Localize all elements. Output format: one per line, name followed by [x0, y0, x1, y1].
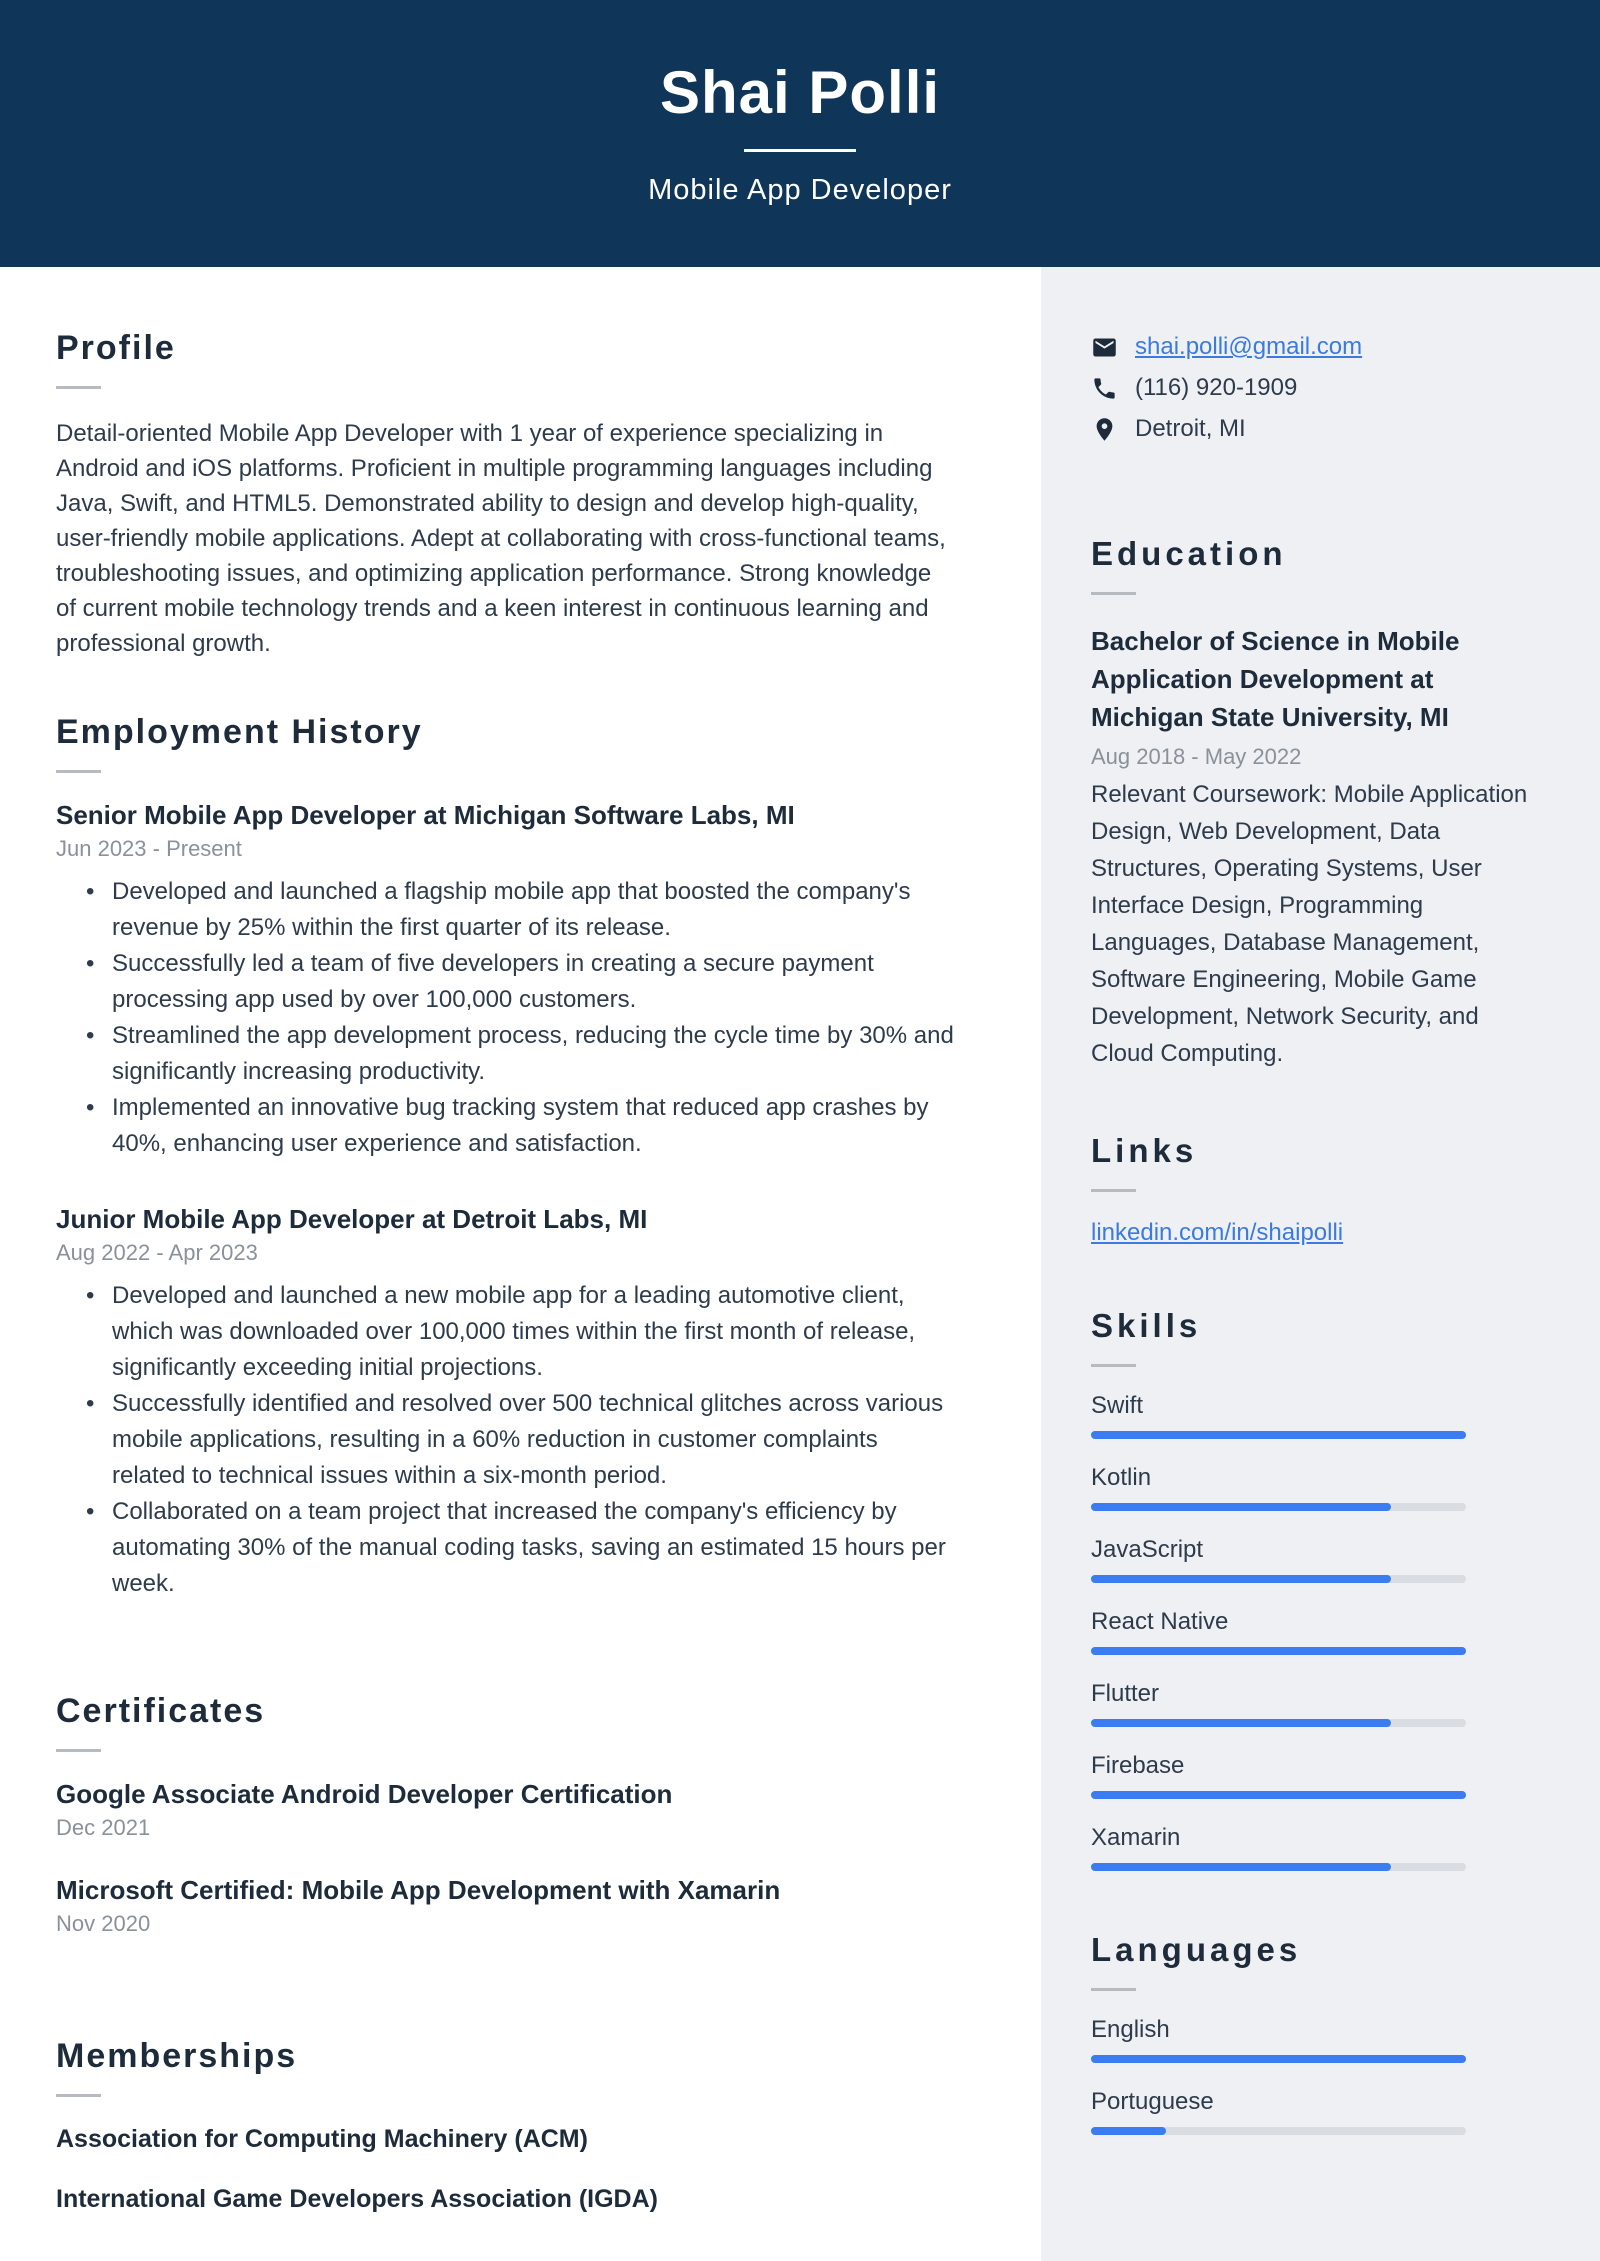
section-education	[1091, 535, 1545, 1072]
skill-name: Kotlin	[1091, 1464, 1152, 1491]
profile-heading: Profile	[56, 329, 176, 367]
skill-bar-fill	[1091, 1503, 1391, 1511]
linkedin-link[interactable]: linkedin.com/in/shaipolli	[1091, 1219, 1344, 1246]
main-column	[0, 267, 1041, 2261]
sidebar	[1041, 267, 1600, 2261]
skill-bar-track	[1091, 1863, 1466, 1871]
bullet-item: • Successfully identified and resolved over 500 technical glitches across various mobile applications, resulting in a 60% reduction in customer complaints related to technical issues within a six-month period.	[86, 1386, 955, 1494]
skill-bar-track	[1091, 1719, 1466, 1727]
certificate-date: Nov 2020	[56, 1911, 151, 1936]
section-rule	[56, 2094, 101, 2097]
phone-icon	[1091, 375, 1118, 402]
skill-name: React Native	[1091, 1608, 1229, 1635]
bullet-item: • Collaborated on a team project that increased the company's efficiency by automating 30% of the manual coding tasks, saving an estimated 15 hours per week.	[86, 1494, 955, 1602]
section-rule	[1091, 1189, 1136, 1192]
education-degree: Bachelor of Science in Mobile Application Development at Michigan State University, MI	[1091, 626, 1460, 732]
skill-bar-fill	[1091, 1431, 1466, 1439]
skill-bar-fill	[1091, 1575, 1391, 1583]
certificate-entry	[56, 1875, 955, 1937]
skill-bar-track	[1091, 1431, 1466, 1439]
bullet-item: • Streamlined the app development process, reducing the cycle time by 30% and significantly increasing productivity.	[86, 1018, 955, 1090]
job-dates: Aug 2022 - Apr 2023	[56, 1240, 258, 1265]
links-heading: Links	[1091, 1132, 1198, 1169]
skill-row	[1091, 1466, 1545, 1511]
language-bar-fill	[1091, 2055, 1466, 2063]
skill-bar-fill	[1091, 1719, 1391, 1727]
section-languages	[1091, 1931, 1545, 2135]
skill-name: Flutter	[1091, 1680, 1160, 1707]
language-name: English	[1091, 2016, 1170, 2043]
memberships-heading: Memberships	[56, 2037, 298, 2075]
language-row	[1091, 2090, 1545, 2135]
phone-number: (116) 920-1909	[1135, 374, 1298, 401]
bullet-item: • Implemented an innovative bug tracking system that reduced app crashes by 40%, enhancing user experience and satisfaction.	[86, 1090, 955, 1162]
header-banner	[0, 0, 1600, 267]
certificate-entry	[56, 1779, 955, 1841]
job-title: Senior Mobile App Developer at Michigan Software Labs, MI	[56, 800, 795, 830]
section-rule	[1091, 1364, 1136, 1367]
job-bullet-list	[86, 1278, 955, 1602]
certificate-date: Dec 2021	[56, 1815, 151, 1840]
section-rule	[1091, 592, 1136, 595]
job-bullet-list	[86, 874, 955, 1162]
section-profile	[56, 329, 955, 661]
education-dates: Aug 2018 - May 2022	[1091, 744, 1302, 769]
certificates-heading: Certificates	[56, 1692, 266, 1730]
skill-name: Xamarin	[1091, 1824, 1181, 1851]
bullet-item: • Successfully led a team of five developers in creating a secure payment processing app used by over 100,000 customers.	[86, 946, 955, 1018]
header-divider	[744, 149, 856, 152]
person-job-title: Mobile App Developer	[648, 173, 952, 206]
section-rule	[56, 1749, 101, 1752]
job-entry	[56, 800, 955, 1162]
skill-bar-fill	[1091, 1647, 1466, 1655]
skill-row	[1091, 1754, 1545, 1799]
content-columns	[0, 267, 1600, 2261]
job-dates: Jun 2023 - Present	[56, 836, 242, 861]
certificate-title: Microsoft Certified: Mobile App Development with Xamarin	[56, 1875, 781, 1905]
contact-location-row	[1091, 415, 1545, 443]
education-coursework: Relevant Coursework: Mobile Application Design, Web Development, Data Structures, Operating Systems, User Interface Design, Programming Languages, Database Management, Software Engineering, Mobile Game Development, Network Security, and Cloud Computing.	[1091, 781, 1528, 1067]
languages-heading: Languages	[1091, 1931, 1302, 1968]
contact-phone-row	[1091, 374, 1545, 402]
skill-bar-fill	[1091, 1863, 1391, 1871]
employment-heading: Employment History	[56, 713, 423, 751]
skill-bar-track	[1091, 1647, 1466, 1655]
membership-item: Association for Computing Machinery (ACM)	[56, 2125, 588, 2153]
email-icon	[1091, 334, 1118, 361]
section-rule	[56, 386, 101, 389]
job-title: Junior Mobile App Developer at Detroit Labs, MI	[56, 1204, 648, 1234]
section-employment-history	[56, 713, 955, 1602]
email-link[interactable]: shai.polli@gmail.com	[1135, 333, 1363, 360]
contact-email-row	[1091, 333, 1545, 361]
skill-row	[1091, 1682, 1545, 1727]
skill-name: JavaScript	[1091, 1536, 1204, 1563]
education-heading: Education	[1091, 535, 1287, 572]
section-rule	[1091, 1988, 1136, 1991]
language-name: Portuguese	[1091, 2088, 1214, 2115]
section-links	[1091, 1132, 1545, 1247]
membership-item: International Game Developers Association (IGDA)	[56, 2185, 658, 2213]
section-rule	[56, 770, 101, 773]
language-row	[1091, 2018, 1545, 2063]
contact-block	[1091, 333, 1545, 443]
person-name: Shai Polli	[659, 58, 941, 126]
skill-bar-track	[1091, 1575, 1466, 1583]
skill-row	[1091, 1826, 1545, 1871]
skill-name: Swift	[1091, 1392, 1144, 1419]
language-bar-fill	[1091, 2127, 1166, 2135]
certificate-title: Google Associate Android Developer Certification	[56, 1779, 673, 1809]
language-bar-track	[1091, 2127, 1466, 2135]
bullet-item: • Developed and launched a flagship mobile app that boosted the company's revenue by 25% within the first quarter of its release.	[86, 874, 955, 946]
skill-name: Firebase	[1091, 1752, 1185, 1779]
language-bar-track	[1091, 2055, 1466, 2063]
skill-row	[1091, 1394, 1545, 1439]
section-memberships	[56, 2037, 955, 2214]
bullet-item: • Developed and launched a new mobile app for a leading automotive client, which was downloaded over 100,000 times within the first month of release, significantly exceeding initial projections.	[86, 1278, 955, 1386]
section-certificates	[56, 1692, 955, 1937]
skills-heading: Skills	[1091, 1307, 1202, 1344]
job-entry	[56, 1204, 955, 1602]
skill-row	[1091, 1538, 1545, 1583]
location-text: Detroit, MI	[1135, 415, 1246, 442]
skill-row	[1091, 1610, 1545, 1655]
location-pin-icon	[1091, 416, 1118, 443]
section-skills	[1091, 1307, 1545, 1871]
skill-bar-track	[1091, 1791, 1466, 1799]
profile-summary: Detail-oriented Mobile App Developer with 1 year of experience specializing in Android and iOS platforms. Proficient in multiple programming languages including Java, Swift, and HTML5. Demonstrated ability to design and develop high-quality, user-friendly mobile applications. Adept at collaborating with cross-functional teams, troubleshooting issues, and optimizing application performance. Strong knowledge of current mobile technology trends and a keen interest in continuous learning and professional growth.	[56, 420, 946, 657]
skill-bar-fill	[1091, 1791, 1466, 1799]
skill-bar-track	[1091, 1503, 1466, 1511]
